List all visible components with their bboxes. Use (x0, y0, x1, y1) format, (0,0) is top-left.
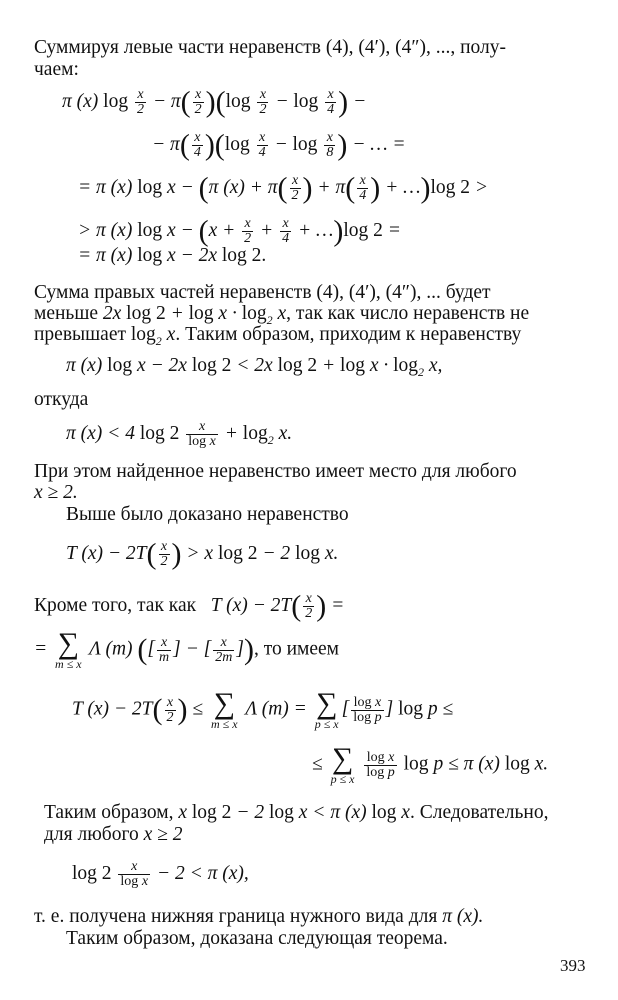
eq5-line1: T (x) − 2T( $\frac{x}{2}$ ) ≤ ∑ m ≤ x Λ (m) = ∑ p ≤ x [ $\frac{\text{log x}}{\text{log p}}$ ] log p ≤ (72, 687, 454, 731)
eq1-line4: > π (x) log x − (x + $\frac{x}{2}$ + $\frac{x}{4}$ + …)log 2 = (78, 214, 401, 248)
para2-line3: превышает $\log_2 x$. Таким образом, приходим к неравенству (34, 324, 522, 348)
para2-line3-start: превышает (34, 324, 126, 345)
para2-line2: меньше 2x $\log 2 + \log x \cdot \log_2 x$, так как число неравенств не (34, 303, 530, 327)
para6-dlya: для любого (44, 824, 139, 845)
para3-line1: При этом найденное неравенство имеет место для любого (34, 461, 517, 482)
eq4: T (x) − 2T( $\frac{x}{2}$ ) > x log 2 − 2 log x. (66, 537, 339, 571)
para6-line2: для любого x ≥ 2 (44, 824, 183, 845)
eq5-line2: ≤ ∑ p ≤ x $\frac{\text{log x}}{\text{log p}}$ log p ≤ π (x) log x. (312, 742, 549, 786)
para5-krome: Кроме того, так как (34, 594, 197, 616)
para5-to-imeem: , то имеем (253, 638, 340, 660)
eq1-line5: = π (x) log x − 2x log 2. (78, 245, 267, 266)
intro-line-2: чаем: (34, 59, 79, 80)
para6-start: Таким образом, (44, 802, 174, 823)
eq2: π (x) log x − 2x log 2 < 2x $\log 2 + \log x \cdot \log_2 x$, (66, 355, 443, 379)
otkuda: откуда (34, 389, 89, 410)
para5-line2: = ∑ m ≤ x Λ (m) ([ $\frac{x}{m}$ ] − [ $\frac{x}{2m}$ ]), то имеем (34, 627, 340, 671)
para6-line1: Таким образом, x log 2 − 2 log x < π (x) log x. Следовательно, (44, 802, 549, 823)
para2-line2-end: , так как число неравенств не (286, 303, 530, 324)
para2-line1: Сумма правых частей неравенств (4), (4′), (4″), ... будет (34, 282, 491, 303)
eq1-line1: π (x) log $\frac{x}{2}$ − π( $\frac{x}{2}$ )(log $\frac{x}{2}$ − log $\frac{x}{4}$ ) − (62, 85, 367, 119)
para4: Выше было доказано неравенство (66, 504, 349, 525)
intro-line-1: Суммируя левые части неравенств (4), (4′), (4″), ..., полу- (34, 37, 506, 58)
page-number: 393 (560, 956, 586, 975)
para5-line1: Кроме того, так как T (x) − 2T( $\frac{x}{2}$ ) = (34, 589, 345, 623)
eq6: log 2 $\frac{x}{\text{log x}}$ − 2 < π (x), (72, 859, 249, 889)
eq1-line2: − π( $\frac{x}{4}$ )(log $\frac{x}{4}$ − log $\frac{x}{8}$ ) − … = (152, 128, 406, 162)
para7-start: т. е. получена нижняя граница нужного вида для (34, 906, 438, 927)
eq1-line3: = π (x) log x − (π (x) + π( $\frac{x}{2}$ ) + π( $\frac{x}{4}$ ) + …)log 2 > (78, 171, 489, 205)
eq3: π (x) < 4 log 2 $\frac{x}{\text{log x}}$ + $\log_2 x$. (66, 419, 293, 449)
para2-line3-end: . Таким образом, приходим к неравенству (175, 324, 522, 345)
para2-line2-start: меньше (34, 303, 98, 324)
para7-line1: т. е. получена нижняя граница нужного вида для π (x). (34, 906, 484, 927)
para6-end: . Следовательно, (409, 802, 549, 823)
para3-line2: x ≥ 2. (34, 482, 78, 503)
para7-line2: Таким образом, доказана следующая теорема. (66, 928, 448, 949)
